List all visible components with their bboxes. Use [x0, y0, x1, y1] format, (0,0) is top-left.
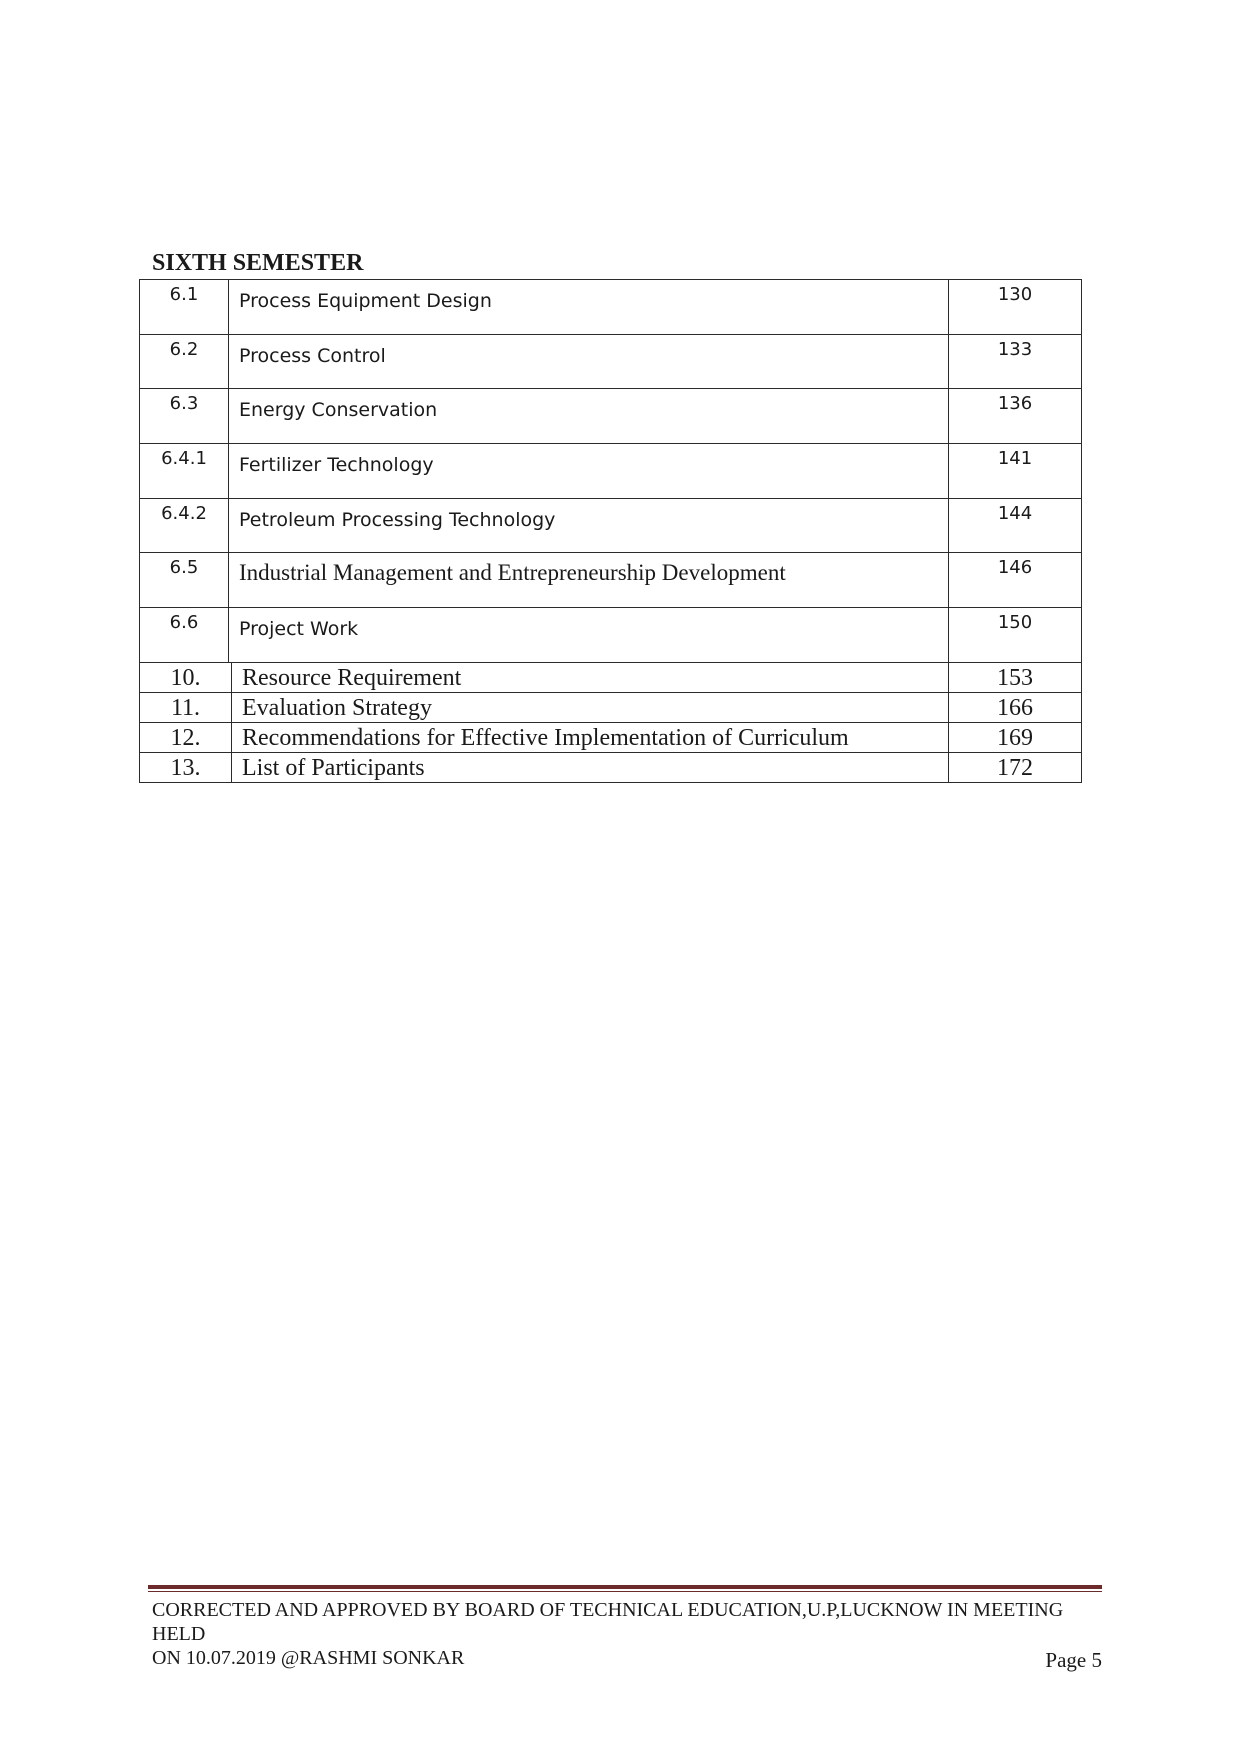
toc-item-page: 144 [949, 498, 1082, 553]
toc-item-page: 133 [949, 334, 1082, 389]
toc-item-page: 153 [949, 663, 1082, 693]
toc-item-number: 6.5 [140, 553, 229, 608]
sixth-semester-toc-table [139, 279, 1082, 663]
toc-item-page: 166 [949, 693, 1082, 723]
toc-row[interactable] [140, 553, 1082, 608]
toc-item-number: 10. [140, 663, 232, 693]
toc-item-page: 150 [949, 608, 1082, 663]
toc-item-title: Industrial Management and Entrepreneurship Development [229, 553, 949, 608]
toc-row[interactable] [140, 389, 1082, 444]
toc-row[interactable] [140, 723, 1082, 753]
toc-item-title: Process Control [229, 334, 949, 389]
footer-line: ON 10.07.2019 @RASHMI SONKAR [152, 1647, 465, 1669]
toc-row[interactable] [140, 663, 1082, 693]
footer-approval-note [152, 1598, 1102, 1670]
toc-row[interactable] [140, 693, 1082, 723]
footer-divider-thin [148, 1591, 1102, 1592]
toc-item-page: 141 [949, 444, 1082, 499]
toc-item-number: 13. [140, 753, 232, 783]
toc-row[interactable] [140, 753, 1082, 783]
toc-item-number: 6.2 [140, 334, 229, 389]
toc-row[interactable] [140, 334, 1082, 389]
footer-divider [148, 1585, 1102, 1589]
toc-item-title: Recommendations for Effective Implementation of Curriculum [232, 723, 949, 753]
toc-item-page: 130 [949, 280, 1082, 335]
toc-item-title: Project Work [229, 608, 949, 663]
toc-item-number: 12. [140, 723, 232, 753]
general-toc-table [139, 662, 1082, 783]
toc-item-number: 6.1 [140, 280, 229, 335]
toc-item-number: 6.3 [140, 389, 229, 444]
toc-item-title: Fertilizer Technology [229, 444, 949, 499]
toc-row[interactable] [140, 608, 1082, 663]
page-number: Page 5 [1045, 1648, 1102, 1672]
section-heading: SIXTH SEMESTER [152, 250, 364, 276]
toc-row[interactable] [140, 498, 1082, 553]
toc-item-title: Process Equipment Design [229, 280, 949, 335]
toc-item-page: 146 [949, 553, 1082, 608]
toc-item-title: Petroleum Processing Technology [229, 498, 949, 553]
toc-item-page: 169 [949, 723, 1082, 753]
toc-item-page: 136 [949, 389, 1082, 444]
toc-row[interactable] [140, 444, 1082, 499]
toc-row[interactable] [140, 280, 1082, 335]
toc-item-number: 11. [140, 693, 232, 723]
toc-item-title: Energy Conservation [229, 389, 949, 444]
toc-item-title: Evaluation Strategy [232, 693, 949, 723]
toc-item-page: 172 [949, 753, 1082, 783]
toc-item-number: 6.6 [140, 608, 229, 663]
footer-line: CORRECTED AND APPROVED BY BOARD OF TECHNICAL EDUCATION,U.P,LUCKNOW IN MEETING HELD [152, 1599, 1064, 1645]
toc-item-title: List of Participants [232, 753, 949, 783]
toc-item-title: Resource Requirement [232, 663, 949, 693]
toc-item-number: 6.4.1 [140, 444, 229, 499]
toc-item-number: 6.4.2 [140, 498, 229, 553]
